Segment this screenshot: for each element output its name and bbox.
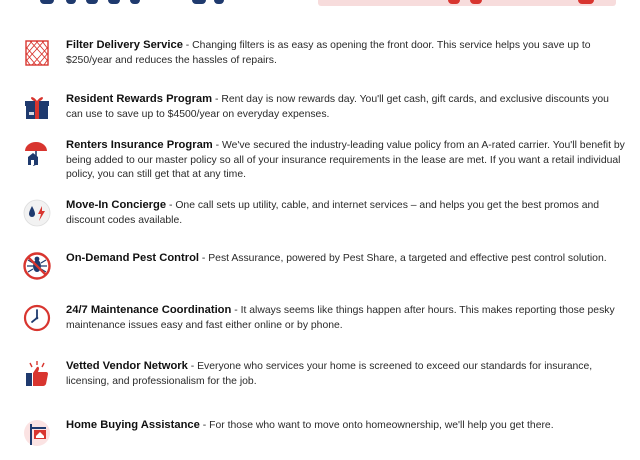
header-strip — [0, 0, 640, 8]
service-description: Changing filters is as easy as opening the front door. This service helps you save up to $250/year and reduces the hassles of repairs. — [66, 40, 591, 66]
service-text: Resident Rewards Program - Rent day is now rewards day. You'll get cash, gift cards, and exclusive discounts you can use to save up to $4500/year on everyday expenses. — [66, 93, 609, 120]
thumbs-up-icon — [22, 359, 52, 389]
service-text: On-Demand Pest Control - Pest Assurance, powered by Pest Share, a targeted and effective pest control solution. — [66, 252, 607, 264]
header-title-cropped — [0, 0, 300, 6]
service-title: Renters Insurance Program — [66, 139, 213, 151]
service-text: Filter Delivery Service - Changing filters is as easy as opening the front door. This service helps you save up to $250/year and reduces the hassles of repairs. — [66, 39, 591, 66]
service-text: Renters Insurance Program - We've secured the industry-leading value policy from an A-rated carrier. You'll benefit by being added to our master policy so all of your insurance requirements in the lease are met. If you want a retail individual policy, you can still get that at any time. — [66, 139, 625, 180]
service-text: 24/7 Maintenance Coordination - It always seems like things happen after hours. This makes reporting those pesky maintenance issues easy and fast either online or by phone. — [66, 304, 615, 331]
utilities-icon — [22, 198, 52, 228]
service-title: Vetted Vendor Network — [66, 360, 188, 372]
service-text: Move-In Concierge - One call sets up utility, cable, and internet services – and helps you get the best promos and discount codes available. — [66, 199, 600, 226]
service-text: Vetted Vendor Network - Everyone who services your home is screened to exceed our standards for insurance, licensing, and professionalism for the job. — [66, 360, 593, 387]
service-title: On-Demand Pest Control — [66, 252, 200, 264]
service-description: Rent day is now rewards day. You'll get cash, gift cards, and exclusive discounts you can use to save up to $4500/year on everyday expenses. — [66, 94, 609, 120]
service-description: It always seems like things happen after hours. This makes reporting those pesky maintenance issues easy and fast either online or by phone. — [66, 305, 615, 331]
home-sign-icon — [22, 418, 52, 448]
no-pest-icon — [22, 251, 52, 281]
filter-icon — [22, 38, 52, 68]
service-title: Move-In Concierge — [66, 199, 167, 211]
service-description: Everyone who services your home is screened to exceed our standards for insurance, licensing, and professionalism for the job. — [66, 361, 593, 387]
service-description: For those who want to move onto homeownership, we'll help you get there. — [209, 420, 554, 431]
umbrella-house-icon — [22, 138, 52, 168]
service-title: Resident Rewards Program — [66, 93, 213, 105]
service-title: Filter Delivery Service — [66, 39, 183, 51]
service-title: 24/7 Maintenance Coordination — [66, 304, 232, 316]
service-text: Home Buying Assistance - For those who want to move onto homeownership, we'll help you get there. — [66, 419, 554, 431]
service-description: We've secured the industry-leading value policy from an A-rated carrier. You'll benefit by being added to our master policy so all of your insurance requirements in the lease are met. If you want a retail individual policy, you can still get that at any time. — [66, 140, 625, 180]
service-title: Home Buying Assistance — [66, 419, 200, 431]
service-description: Pest Assurance, powered by Pest Share, a targeted and effective pest control solution. — [208, 253, 607, 264]
clock-icon — [22, 303, 52, 333]
gift-icon — [22, 92, 52, 122]
service-description: One call sets up utility, cable, and internet services – and helps you get the best promos and discount codes available. — [66, 200, 600, 226]
header-banner-cropped — [318, 0, 616, 6]
